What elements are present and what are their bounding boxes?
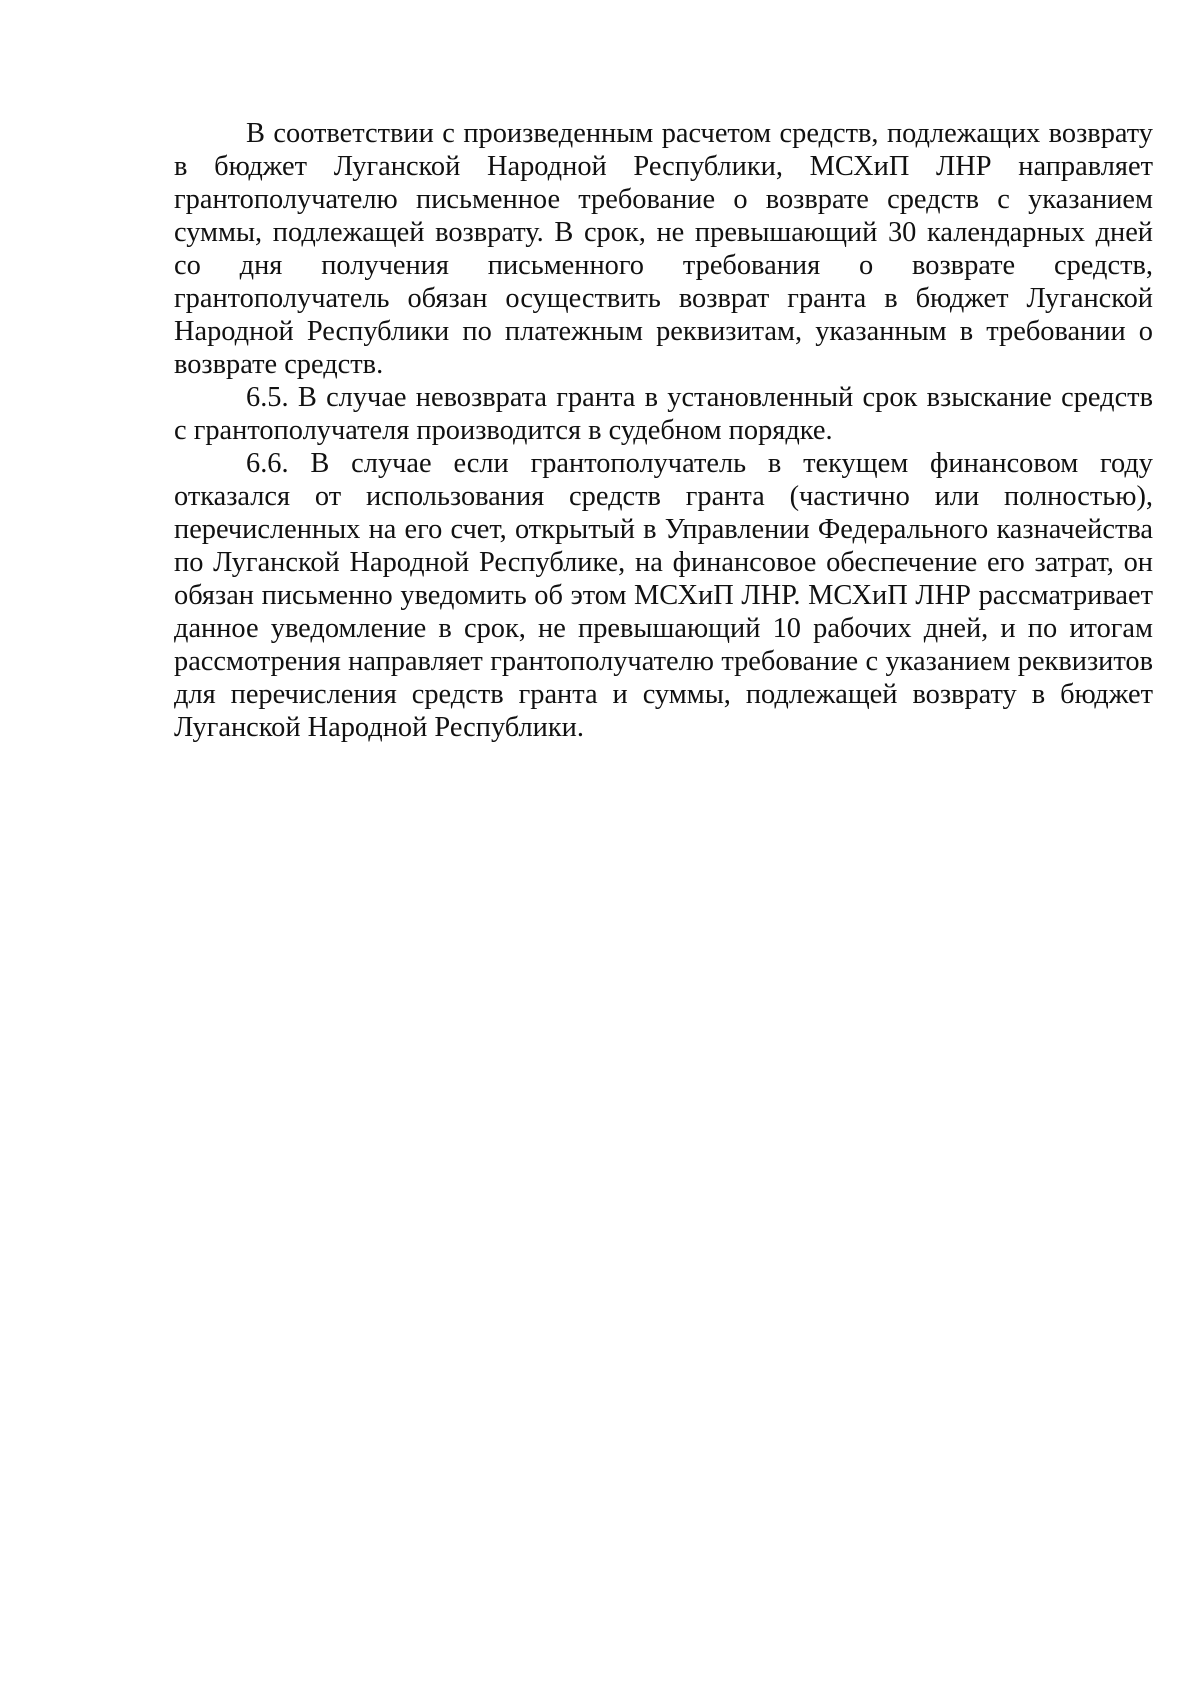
paragraph-refund-demand: В соответствии с произведенным расчетом средств, подлежащих возврату в бюджет Луганской Народной Республики, МСХиП ЛНР направляет грантополучателю письменное требование о возврате средств с указанием суммы, подлежащей возврату. В срок, не превышающий 30 календарных дней со дня получения письменного требования о возврате средств, грантополучатель обязан осуществить возврат гранта в бюджет Луганской Народной Республики по платежным реквизитам, указанным в требовании о возврате средств.	[174, 118, 1153, 380]
document-body	[174, 117, 1153, 744]
paragraph-6-5: 6.5. В случае невозврата гранта в установленный срок взыскание средств с грантополучателя производится в судебном порядке.	[174, 382, 1153, 446]
paragraph-6-6: 6.6. В случае если грантополучатель в текущем финансовом году отказался от использования средств гранта (частично или полностью), перечисленных на его счет, открытый в Управлении Федерального казначейства по Луганской Народной Республике, на финансовое обеспечение его затрат, он обязан письменно уведомить об этом МСХиП ЛНР. МСХиП ЛНР рассматривает данное уведомление в срок, не превышающий 10 рабочих дней, и по итогам рассмотрения направляет грантополучателю требование с указанием реквизитов для перечисления средств гранта и суммы, подлежащей возврату в бюджет Луганской Народной Республики.	[174, 448, 1153, 743]
